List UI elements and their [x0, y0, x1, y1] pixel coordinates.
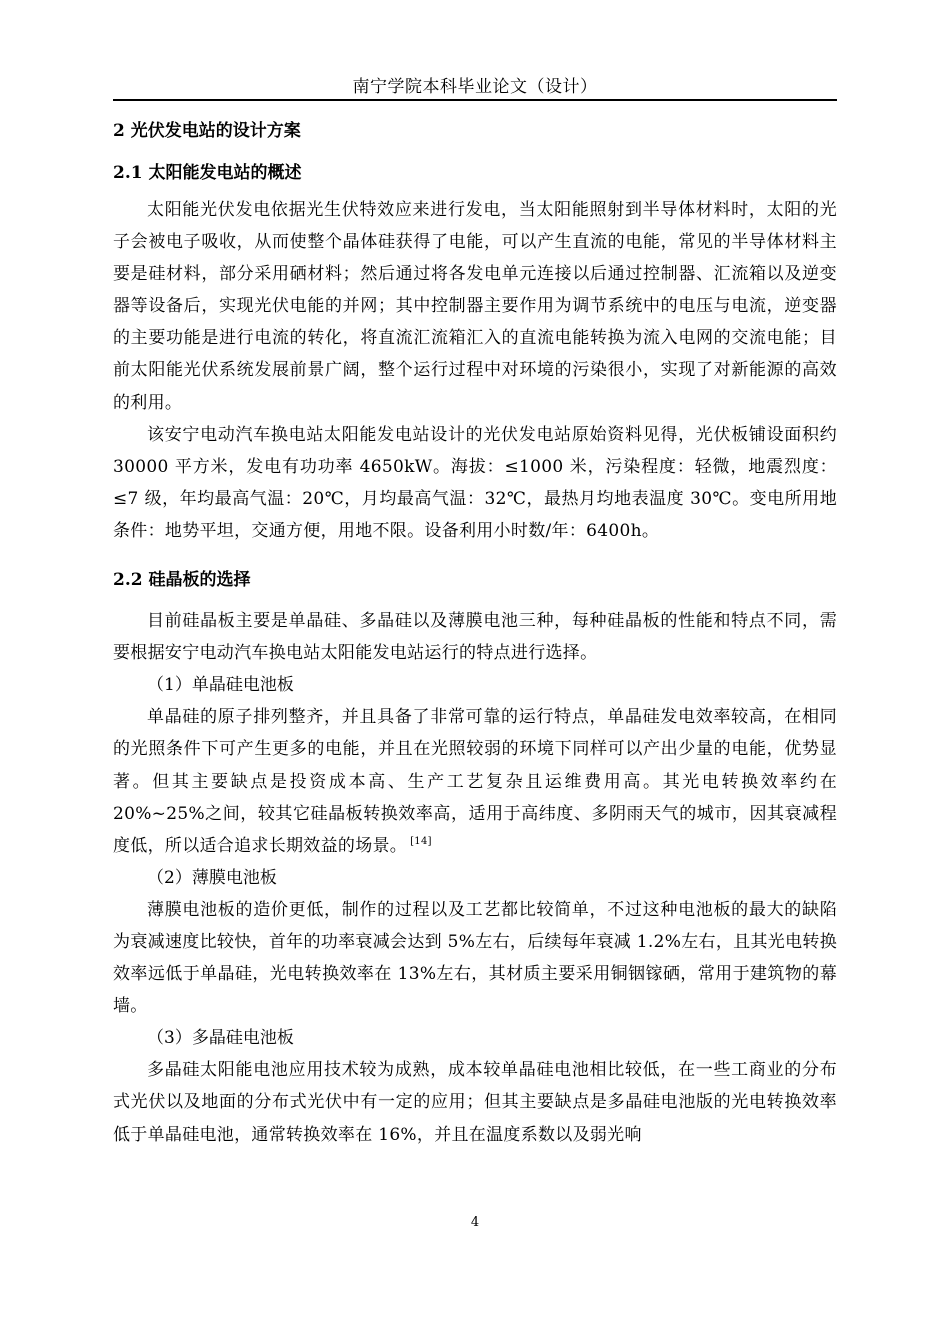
section-heading: 2 光伏发电站的设计方案 — [113, 121, 301, 141]
item-heading-mono: （1）单晶硅电池板 — [147, 675, 294, 696]
subsection-heading-2-2: 2.2 硅晶板的选择 — [113, 570, 251, 591]
main-content — [113, 110, 837, 1151]
item-heading-thinfilm: （2）薄膜电池板 — [147, 867, 277, 888]
running-header: 南宁学院本科毕业论文（设计） — [352, 77, 598, 97]
item-heading-poly: （3）多晶硅电池板 — [147, 1028, 294, 1049]
paragraph-overview: 太阳能光伏发电依据光生伏特效应来进行发电，当太阳能照射到半导体材料时，太阳的光子会被电子吸收，从而使整个晶体硅获得了电能，可以产生直流的电能，常见的半导体材料主要是硅材料，部分采用硒材料；然后通过将各发电单元连接以后通过控制器、汇流箱以及逆变器等设备后，实现光伏电能的并网；其中控制器主要作用为调节系统中的电压与电流，逆变器的主要功能是进行电流的转化，将直流汇流箱汇入的直流电能转换为流入电网的交流电能；目前太阳能光伏系统发展前景广阔，整个运行过程中对环境的污染很小，实现了对新能源的高效的利用。 — [113, 200, 837, 413]
subsection-heading-2-1: 2.1 太阳能发电站的概述 — [113, 163, 302, 183]
paragraph-intro: 目前硅晶板主要是单晶硅、多晶硅以及薄膜电池三种，每种硅晶板的性能和特点不同，需要根据安宁电动汽车换电站太阳能发电站运行的特点进行选择。 — [113, 611, 837, 664]
paragraph-mono — [113, 701, 837, 861]
paragraph-poly: 多晶硅太阳能电池应用技术较为成熟，成本较单晶硅电池相比较低，在一些工商业的分布式光伏以及地面的分布式光伏中有一定的应用；但其主要缺点是多晶硅电池版的光电转换效率低于单晶硅电池，通常转换效率在 16%，并且在温度系数以及弱光响 — [113, 1060, 837, 1145]
paragraph-site-data: 该安宁电动汽车换电站太阳能发电站设计的光伏发电站原始资料见得，光伏板铺设面积约 30000 平方米，发电有功功率 4650kW。海拔：≤1000 米，污染程度：轻微，地震烈度：≤7 级，年均最高气温：20℃，月均最高气温：32℃，最热月均地表温度 30℃。变电所用地条件：地势平坦，交通方便，用地不限。设备利用小时数/年：6400h。 — [113, 424, 837, 541]
paragraph-mono-text: 单晶硅的原子排列整齐，并且具备了非常可靠的运行特点，单晶硅发电效率较高，在相同的光照条件下可产生更多的电能，并且在光照较弱的环境下同样可以产出少量的电能，优势显著。但其主要缺点是投资成本高、生产工艺复杂且运维费用高。其光电转换效率约在 20%~25%之间，较其它硅晶板转换效率高，适用于高纬度、多阴雨天气的城市，因其衰减程度低，所以适合追求长期效益的场景。 — [113, 707, 837, 856]
paragraph-thinfilm: 薄膜电池板的造价更低，制作的过程以及工艺都比较简单，不过这种电池板的最大的缺陷为衰减速度比较快，首年的功率衰减会达到 5%左右，后续每年衰减 1.2%左右，且其光电转换效率远低于单晶硅，光电转换效率在 13%左右，其材质主要采用铜铟镓硒，常用于建筑物的幕墙。 — [113, 899, 837, 1017]
page-number: 4 — [470, 1215, 480, 1230]
header-rule — [113, 99, 837, 101]
citation-ref[interactable]: [14] — [410, 836, 432, 848]
